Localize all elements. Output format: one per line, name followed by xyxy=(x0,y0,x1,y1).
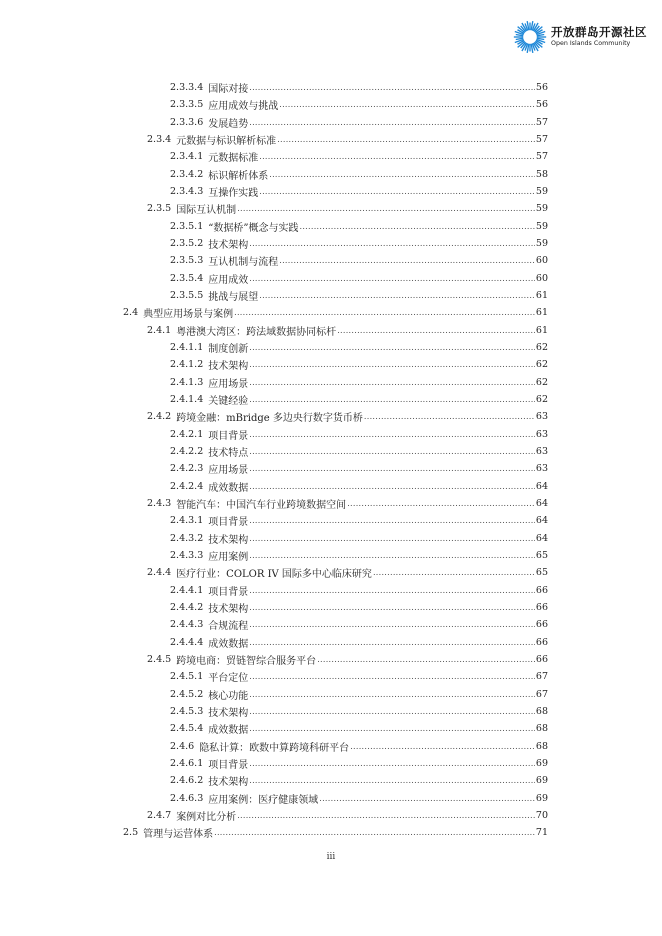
toc-dot-leader xyxy=(249,690,535,699)
toc-entry-page: 69 xyxy=(535,792,548,804)
toc-entry-page: 66 xyxy=(535,636,548,648)
toc-dot-leader xyxy=(350,742,535,751)
toc-entry-page: 66 xyxy=(535,584,548,596)
toc-entry-page: 61 xyxy=(535,324,548,336)
toc-dot-leader xyxy=(364,412,535,421)
sunburst-logo-icon xyxy=(513,20,547,54)
toc-entry[interactable] xyxy=(170,686,548,703)
toc-entry[interactable] xyxy=(147,564,548,581)
toc-entry[interactable] xyxy=(170,720,548,737)
toc-entry-page: 71 xyxy=(535,827,548,839)
toc-entry-title: 跨境电商：贸链智综合服务平台 xyxy=(176,655,317,667)
toc-entry-page: 66 xyxy=(535,619,548,631)
toc-entry-number: 2.4.1 xyxy=(147,324,172,336)
toc-entry-page: 69 xyxy=(535,775,548,787)
toc-entry-page: 63 xyxy=(535,428,548,440)
toc-entry-title: 项目背景 xyxy=(208,517,249,529)
toc-dot-leader xyxy=(249,239,535,248)
toc-entry-page: 64 xyxy=(535,480,548,492)
page-number: iii xyxy=(326,852,336,862)
toc-entry-title: 智能汽车：中国汽车行业跨境数据空间 xyxy=(176,499,347,511)
toc-dot-leader xyxy=(249,447,535,456)
toc-entry-number: 2.4.6.1 xyxy=(170,757,204,769)
toc-dot-leader xyxy=(259,187,535,196)
toc-entry-page: 63 xyxy=(535,411,548,423)
toc-entry-title: 应用案例 xyxy=(208,551,249,563)
toc-entry[interactable] xyxy=(147,131,548,148)
toc-entry-title: 技术架构 xyxy=(208,534,249,546)
toc-entry-title: 成效数据 xyxy=(208,725,249,737)
toc-entry-page: 62 xyxy=(535,359,548,371)
toc-entry[interactable] xyxy=(147,495,548,512)
toc-entry[interactable] xyxy=(123,824,548,841)
toc-entry-page: 57 xyxy=(535,151,548,163)
toc-entry[interactable] xyxy=(147,408,548,425)
toc-entry-number: 2.4.5 xyxy=(147,653,172,665)
toc-entry-number: 2.4.4.4 xyxy=(170,636,204,648)
toc-entry[interactable] xyxy=(170,356,548,373)
toc-entry-page: 64 xyxy=(535,515,548,527)
toc-entry[interactable] xyxy=(170,755,548,772)
toc-entry[interactable] xyxy=(170,616,548,633)
toc-entry-title: 项目背景 xyxy=(208,759,249,771)
toc-entry-number: 2.4.5.1 xyxy=(170,671,204,683)
toc-dot-leader xyxy=(249,551,535,560)
toc-entry-number: 2.4.3 xyxy=(147,497,172,509)
toc-entry-number: 2.3.5 xyxy=(147,203,172,215)
toc-entry-page: 64 xyxy=(535,532,548,544)
toc-entry-number: 2.4.5.3 xyxy=(170,705,204,717)
toc-dot-leader xyxy=(237,811,535,820)
toc-entry-title: 核心功能 xyxy=(208,690,249,702)
toc-entry-number: 2.4.4.2 xyxy=(170,601,204,613)
toc-entry[interactable] xyxy=(170,235,548,252)
toc-dot-leader xyxy=(249,360,535,369)
toc-entry-page: 61 xyxy=(535,307,548,319)
toc-entry-number: 2.4.2.1 xyxy=(170,428,204,440)
toc-dot-leader xyxy=(249,482,535,491)
toc-entry[interactable] xyxy=(170,426,548,443)
toc-entry[interactable] xyxy=(170,391,548,408)
toc-entry-title: 国际互认机制 xyxy=(176,205,237,217)
toc-entry-number: 2.4.3.1 xyxy=(170,515,204,527)
toc-dot-leader xyxy=(279,100,535,109)
toc-entry-page: 59 xyxy=(535,220,548,232)
toc-dot-leader xyxy=(249,586,535,595)
logo-chinese-name: 开放群岛开源社区 xyxy=(551,24,647,39)
toc-entry-page: 62 xyxy=(535,341,548,353)
toc-entry-page: 69 xyxy=(535,757,548,769)
toc-entry-title: 粤港澳大湾区：跨法域数据协同标杆 xyxy=(176,326,337,338)
toc-entry-title: 跨境金融：mBridge 多边央行数字货币桥 xyxy=(176,413,363,425)
toc-entry-title: 合规流程 xyxy=(208,621,249,633)
toc-entry[interactable] xyxy=(170,96,548,113)
toc-entry-number: 2.4.6 xyxy=(170,740,195,752)
toc-dot-leader xyxy=(214,828,535,837)
toc-dot-leader xyxy=(249,274,535,283)
toc-dot-leader xyxy=(259,291,535,300)
toc-entry-page: 61 xyxy=(535,289,548,301)
toc-entry[interactable] xyxy=(170,270,548,287)
toc-entry-title: 应用场景 xyxy=(208,465,249,477)
toc-dot-leader xyxy=(249,759,535,768)
toc-entry-page: 65 xyxy=(535,549,548,561)
toc-entry-page: 66 xyxy=(535,653,548,665)
toc-entry-number: 2.5 xyxy=(123,827,139,839)
toc-entry-title: 国际对接 xyxy=(208,84,249,95)
toc-entry-page: 65 xyxy=(535,567,548,579)
toc-entry-page: 57 xyxy=(535,133,548,145)
toc-entry[interactable] xyxy=(170,252,548,269)
toc-entry-number: 2.3.3.4 xyxy=(170,82,204,93)
toc-entry-title: 技术特点 xyxy=(208,447,249,459)
toc-entry[interactable] xyxy=(147,200,548,217)
toc-entry-title: 平台定位 xyxy=(208,673,249,685)
toc-entry[interactable] xyxy=(170,183,548,200)
toc-entry-title: 元数据标准 xyxy=(208,153,259,165)
toc-entry[interactable] xyxy=(147,807,548,824)
toc-dot-leader xyxy=(249,620,535,629)
toc-entry-page: 67 xyxy=(535,671,548,683)
toc-entry[interactable] xyxy=(170,599,548,616)
toc-entry-page: 56 xyxy=(535,99,548,111)
toc-entry-number: 2.4.4 xyxy=(147,567,172,579)
toc-entry[interactable] xyxy=(170,582,548,599)
open-islands-logo xyxy=(513,20,647,54)
toc-dot-leader xyxy=(249,707,535,716)
toc-entry-title: 互认机制与流程 xyxy=(208,257,279,269)
toc-entry-page: 59 xyxy=(535,185,548,197)
toc-entry-title: 应用成效 xyxy=(208,274,249,286)
toc-entry-number: 2.3.5.3 xyxy=(170,255,204,267)
toc-entry-title: 成效数据 xyxy=(208,482,249,494)
toc-entry-number: 2.4.2.4 xyxy=(170,480,204,492)
toc-dot-leader xyxy=(249,395,535,404)
toc-dot-leader xyxy=(319,794,535,803)
toc-entry-number: 2.4.1.2 xyxy=(170,359,204,371)
toc-entry-page: 59 xyxy=(535,237,548,249)
toc-entry-number: 2.4 xyxy=(123,307,139,319)
toc-dot-leader xyxy=(234,308,535,317)
toc-entry-title: 项目背景 xyxy=(208,430,249,442)
toc-dot-leader xyxy=(299,222,534,231)
toc-entry[interactable] xyxy=(147,651,548,668)
toc-entry-page: 68 xyxy=(535,740,548,752)
toc-entry-number: 2.4.1.1 xyxy=(170,341,204,353)
toc-entry-title: 项目背景 xyxy=(208,586,249,598)
toc-dot-leader xyxy=(249,776,535,785)
toc-entry[interactable] xyxy=(170,79,548,96)
toc-entry-title: 技术架构 xyxy=(208,777,249,789)
toc-entry-page: 62 xyxy=(535,393,548,405)
toc-entry-number: 2.3.3.6 xyxy=(170,116,204,128)
toc-entry[interactable] xyxy=(170,703,548,720)
toc-dot-leader xyxy=(249,378,535,387)
toc-entry[interactable] xyxy=(170,547,548,564)
toc-dot-leader xyxy=(249,724,535,733)
toc-entry[interactable] xyxy=(147,322,548,339)
toc-entry-page: 60 xyxy=(535,255,548,267)
toc-entry-title: 医疗行业：COLOR IV 国际多中心临床研究 xyxy=(176,569,372,581)
toc-entry-title: “数据桥”概念与实践 xyxy=(208,222,299,234)
toc-entry-number: 2.3.3.5 xyxy=(170,99,204,111)
toc-entry-page: 62 xyxy=(535,376,548,388)
toc-entry[interactable] xyxy=(170,218,548,235)
toc-entry-page: 57 xyxy=(535,116,548,128)
toc-entry[interactable] xyxy=(170,512,548,529)
toc-entry-number: 2.4.1.3 xyxy=(170,376,204,388)
toc-entry-number: 2.3.5.1 xyxy=(170,220,204,232)
toc-entry[interactable] xyxy=(170,287,548,304)
toc-entry[interactable] xyxy=(170,478,548,495)
toc-entry-page: 70 xyxy=(535,809,548,821)
toc-entry-title: 技术架构 xyxy=(208,707,249,719)
toc-entry-title: 应用成效与挑战 xyxy=(208,101,279,113)
toc-entry-title: 成效数据 xyxy=(208,638,249,650)
toc-entry-page: 66 xyxy=(535,601,548,613)
toc-dot-leader xyxy=(279,256,535,265)
toc-entry-title: 技术架构 xyxy=(208,239,249,251)
toc-entry-title: 技术架构 xyxy=(208,603,249,615)
toc-entry-number: 2.4.6.2 xyxy=(170,775,204,787)
toc-dot-leader xyxy=(249,83,535,92)
toc-dot-leader xyxy=(249,430,535,439)
toc-entry-number: 2.4.3.2 xyxy=(170,532,204,544)
toc-entry-title: 管理与运营体系 xyxy=(143,829,214,841)
toc-entry[interactable] xyxy=(170,530,548,547)
toc-entry-number: 2.3.5.4 xyxy=(170,272,204,284)
toc-dot-leader xyxy=(347,499,535,508)
toc-entry[interactable] xyxy=(170,166,548,183)
toc-entry-number: 2.3.4.1 xyxy=(170,151,204,163)
toc-entry-title: 应用案例：医疗健康领域 xyxy=(208,794,319,806)
toc-entry-page: 67 xyxy=(535,688,548,700)
toc-entry-number: 2.4.5.4 xyxy=(170,723,204,735)
toc-entry-number: 2.4.5.2 xyxy=(170,688,204,700)
toc-entry-page: 64 xyxy=(535,497,548,509)
toc-entry[interactable] xyxy=(170,339,548,356)
toc-entry-page: 56 xyxy=(535,82,548,93)
toc-entry-number: 2.3.4.3 xyxy=(170,185,204,197)
toc-entry-title: 隐私计算：欧数中算跨境科研平台 xyxy=(199,742,350,754)
toc-entry-page: 63 xyxy=(535,463,548,475)
toc-entry-page: 68 xyxy=(535,723,548,735)
toc-entry[interactable] xyxy=(170,148,548,165)
toc-entry[interactable] xyxy=(170,790,548,807)
toc-dot-leader xyxy=(269,170,535,179)
toc-dot-leader xyxy=(317,655,535,664)
toc-entry-page: 58 xyxy=(535,168,548,180)
toc-entry-title: 互操作实践 xyxy=(208,187,259,199)
toc-dot-leader xyxy=(237,204,535,213)
toc-entry[interactable] xyxy=(170,772,548,789)
toc-entry-title: 制度创新 xyxy=(208,343,249,355)
toc-entry-title: 应用场景 xyxy=(208,378,249,390)
toc-dot-leader xyxy=(249,534,535,543)
toc-entry-number: 2.3.5.5 xyxy=(170,289,204,301)
toc-dot-leader xyxy=(249,638,535,647)
toc-dot-leader xyxy=(277,135,535,144)
toc-entry-page: 60 xyxy=(535,272,548,284)
toc-entry-number: 2.4.3.3 xyxy=(170,549,204,561)
toc-entry-number: 2.4.2.3 xyxy=(170,463,204,475)
toc-entry[interactable] xyxy=(170,460,548,477)
toc-entry-page: 59 xyxy=(535,203,548,215)
logo-english-name: Open Islands Community xyxy=(551,40,631,48)
toc-entry[interactable] xyxy=(123,304,548,321)
toc-entry-title: 元数据与标识解析标准 xyxy=(176,135,277,147)
toc-entry-number: 2.4.4.1 xyxy=(170,584,204,596)
toc-entry[interactable] xyxy=(170,738,548,755)
toc-entry-title: 关键经验 xyxy=(208,395,249,407)
toc-dot-leader xyxy=(373,568,535,577)
toc-entry-number: 2.4.4.3 xyxy=(170,619,204,631)
toc-dot-leader xyxy=(249,672,535,681)
toc-entry-title: 挑战与展望 xyxy=(208,291,259,303)
toc-entry[interactable] xyxy=(170,634,548,651)
toc-dot-leader xyxy=(249,603,535,612)
toc-dot-leader xyxy=(249,516,535,525)
toc-entry-number: 2.3.4.2 xyxy=(170,168,204,180)
toc-dot-leader xyxy=(259,152,535,161)
toc-entry-number: 2.4.2 xyxy=(147,411,172,423)
toc-entry[interactable] xyxy=(170,114,548,131)
toc-entry-number: 2.4.7 xyxy=(147,809,172,821)
toc-entry[interactable] xyxy=(170,443,548,460)
toc-entry-number: 2.4.1.4 xyxy=(170,393,204,405)
toc-dot-leader xyxy=(337,326,535,335)
toc-dot-leader xyxy=(249,118,535,127)
toc-entry-number: 2.4.2.2 xyxy=(170,445,204,457)
toc-entry-number: 2.3.5.2 xyxy=(170,237,204,249)
toc-dot-leader xyxy=(249,464,535,473)
toc-entry-title: 技术架构 xyxy=(208,361,249,373)
toc-entry[interactable] xyxy=(170,668,548,685)
toc-entry-page: 63 xyxy=(535,445,548,457)
toc-entry-title: 案例对比分析 xyxy=(176,811,237,823)
toc-entry-title: 典型应用场景与案例 xyxy=(143,309,234,321)
toc-dot-leader xyxy=(249,343,535,352)
toc-entry-page: 68 xyxy=(535,705,548,717)
toc-entry-title: 发展趋势 xyxy=(208,118,249,130)
toc-entry-number: 2.3.4 xyxy=(147,133,172,145)
toc-entry-number: 2.4.6.3 xyxy=(170,792,204,804)
toc-entry-title: 标识解析体系 xyxy=(208,170,269,182)
toc-entry[interactable] xyxy=(170,374,548,391)
